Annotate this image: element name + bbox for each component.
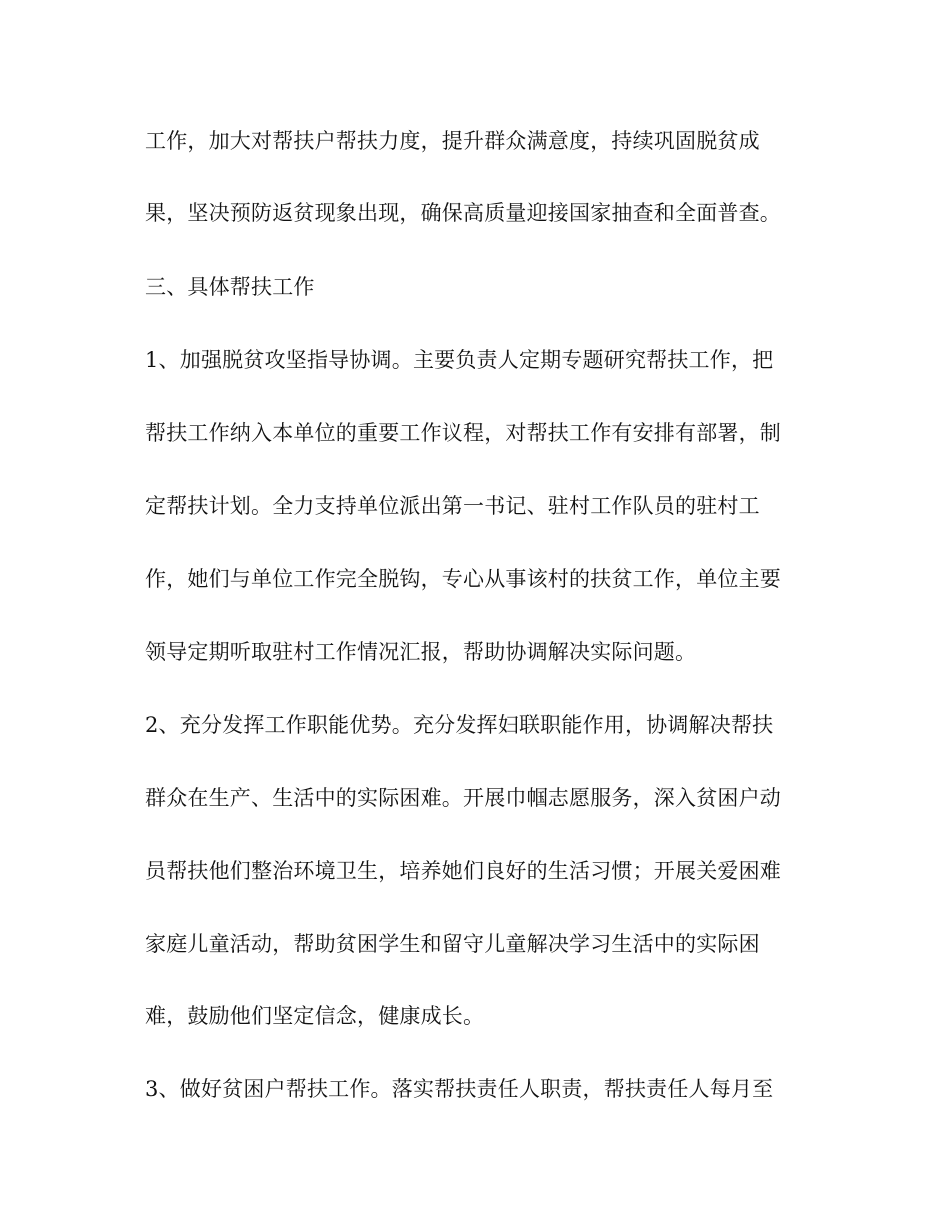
text-line: 群众在生产、生活中的实际困难。开展巾帼志愿服务，深入贫困户动 xyxy=(145,786,781,810)
text-line: 2、充分发挥工作职能优势。充分发挥妇联职能作用，协调解决帮扶 xyxy=(145,713,774,737)
text-line: 家庭儿童活动，帮助贫困学生和留守儿童解决学习生活中的实际困 xyxy=(145,932,760,956)
text-line: 领导定期听取驻村工作情况汇报，帮助协调解决实际问题。 xyxy=(145,640,697,664)
text-line: 员帮扶他们整治环境卫生，培养她们良好的生活习惯；开展关爱困难 xyxy=(145,859,781,883)
text-line: 1、加强脱贫攻坚指导协调。主要负责人定期专题研究帮扶工作，把 xyxy=(145,348,774,372)
text-line: 难，鼓励他们坚定信念，健康成长。 xyxy=(145,1004,485,1028)
section-heading: 三、具体帮扶工作 xyxy=(145,275,315,299)
text-line: 帮扶工作纳入本单位的重要工作议程，对帮扶工作有安排有部署，制 xyxy=(145,421,781,445)
text-line: 3、做好贫困户帮扶工作。落实帮扶责任人职责，帮扶责任人每月至 xyxy=(145,1077,774,1101)
text-line: 定帮扶计划。全力支持单位派出第一书记、驻村工作队员的驻村工 xyxy=(145,494,760,518)
text-line: 作，她们与单位工作完全脱钩，专心从事该村的扶贫工作，单位主要 xyxy=(145,567,781,591)
text-line: 工作，加大对帮扶户帮扶力度，提升群众满意度，持续巩固脱贫成 xyxy=(145,129,760,153)
text-line: 果，坚决预防返贫现象出现，确保高质量迎接国家抽查和全面普查。 xyxy=(145,201,781,225)
